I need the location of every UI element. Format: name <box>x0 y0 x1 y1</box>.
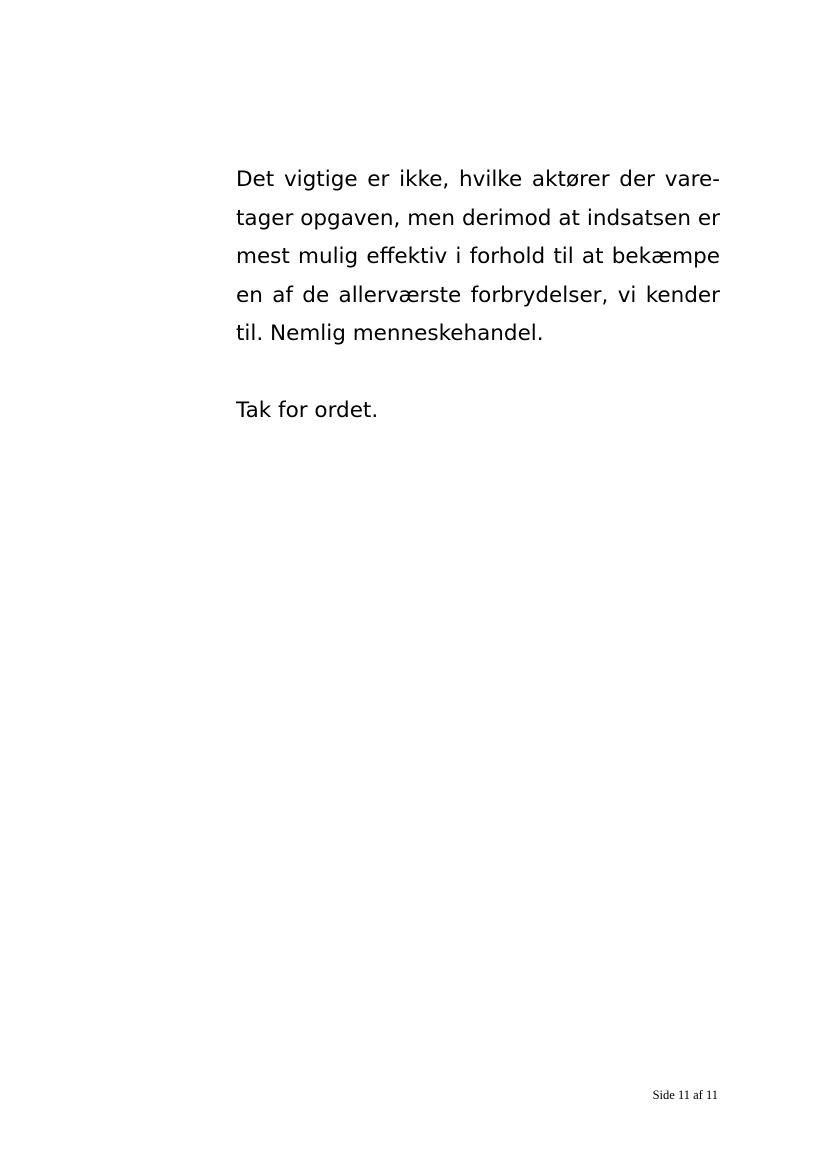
body-paragraph <box>236 161 720 354</box>
paragraph-line: til. Nemlig menneskehandel. <box>236 321 544 346</box>
paragraph-line: Det vigtige er ikke, hvilke aktører der vare- <box>236 167 720 192</box>
paragraph-line: en af de allerværste forbrydelser, vi kender <box>236 282 720 308</box>
closing-sentence: Tak for ordet. <box>236 398 379 423</box>
page-number-footer: Side 11 af 11 <box>652 1088 718 1102</box>
paragraph-line: tager opgaven, men derimod at indsatsen er <box>236 205 720 231</box>
paragraph-line: mest mulig effektiv i forhold til at bekæmpe <box>236 244 720 269</box>
